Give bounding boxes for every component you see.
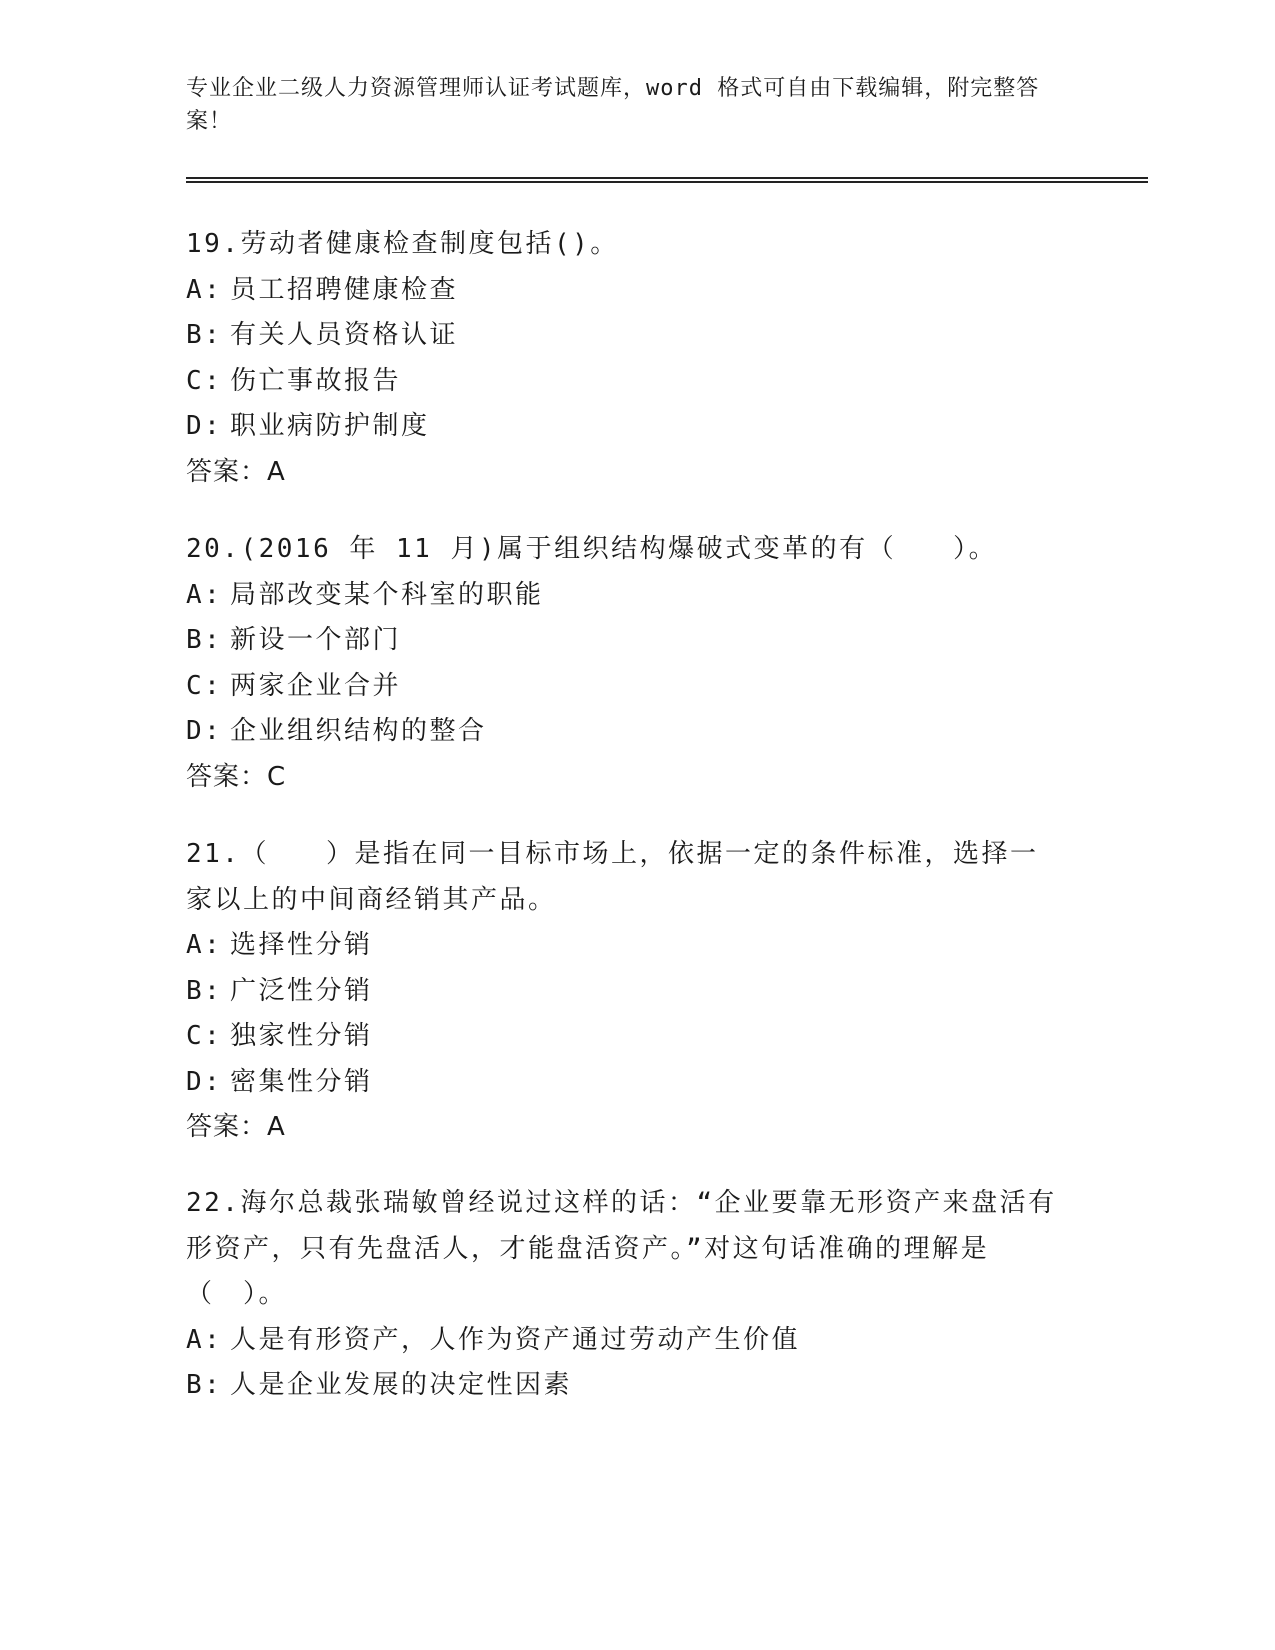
option-a	[186, 923, 1086, 969]
option-text: 伤亡事故报告	[230, 365, 402, 396]
question-19	[186, 222, 1086, 495]
option-key: A:	[186, 930, 223, 960]
option-a	[186, 268, 1086, 314]
option-b	[186, 313, 1086, 359]
option-key: C:	[186, 670, 223, 701]
option-b	[186, 618, 1086, 664]
question-stem: 22.海尔总裁张瑞敏曾经说过这样的话：“企业要靠无形资产来盘活有形资产，只有先盘活人，才能盘活资产。”对这句话准确的理解是（ ）。	[186, 1188, 1057, 1309]
option-text: 密集性分销	[230, 1066, 373, 1097]
option-text: 广泛性分销	[230, 975, 373, 1006]
question-20	[186, 527, 1086, 800]
option-text: 独家性分销	[230, 1021, 373, 1051]
option-text: 局部改变某个科室的职能	[230, 579, 544, 610]
question-21	[186, 832, 1086, 1151]
option-d	[186, 404, 1086, 450]
option-a	[186, 573, 1086, 619]
option-key: D:	[186, 411, 223, 441]
question-stem: 21.（ ）是指在同一目标市场上，依据一定的条件标准，选择一家以上的中间商经销其产品。	[186, 839, 1039, 915]
option-text: 选择性分销	[230, 930, 373, 960]
option-text: 新设一个部门	[230, 625, 402, 655]
question-stem: 20.(2016 年 11 月)属于组织结构爆破式变革的有（ ）。	[186, 534, 998, 564]
option-text: 人是有形资产，人作为资产通过劳动产生价值	[230, 1324, 801, 1355]
option-key: D:	[186, 1066, 223, 1097]
answer-line: 答案：C	[186, 761, 287, 792]
option-text: 员工招聘健康检查	[230, 274, 459, 305]
option-key: A:	[186, 274, 223, 305]
option-text: 职业病防护制度	[230, 411, 430, 441]
option-key: A:	[186, 1324, 223, 1355]
option-key: C:	[186, 1021, 223, 1051]
option-d	[186, 1060, 1086, 1106]
answer-line: 答案：A	[186, 1112, 286, 1142]
option-key: D:	[186, 716, 223, 746]
option-text: 企业组织结构的整合	[230, 716, 487, 746]
option-key: C:	[186, 365, 223, 396]
header-divider	[186, 177, 1148, 183]
option-c	[186, 664, 1086, 710]
option-d	[186, 709, 1086, 755]
option-a	[186, 1318, 1086, 1364]
option-key: B:	[186, 1370, 223, 1400]
question-stem: 19.劳动者健康检查制度包括()。	[186, 229, 619, 259]
document-header: 专业企业二级人力资源管理师认证考试题库，word 格式可自由下载编辑，附完整答案！	[186, 76, 1040, 134]
option-key: B:	[186, 625, 223, 655]
option-b	[186, 1363, 1086, 1409]
option-text: 两家企业合并	[230, 670, 402, 701]
option-key: B:	[186, 320, 223, 350]
option-key: A:	[186, 579, 223, 610]
question-22	[186, 1181, 1086, 1409]
option-c	[186, 359, 1086, 405]
answer-line: 答案：A	[186, 456, 286, 487]
option-text: 有关人员资格认证	[230, 320, 459, 350]
option-b	[186, 969, 1086, 1015]
option-c	[186, 1014, 1086, 1060]
option-key: B:	[186, 975, 223, 1006]
option-text: 人是企业发展的决定性因素	[230, 1370, 573, 1400]
